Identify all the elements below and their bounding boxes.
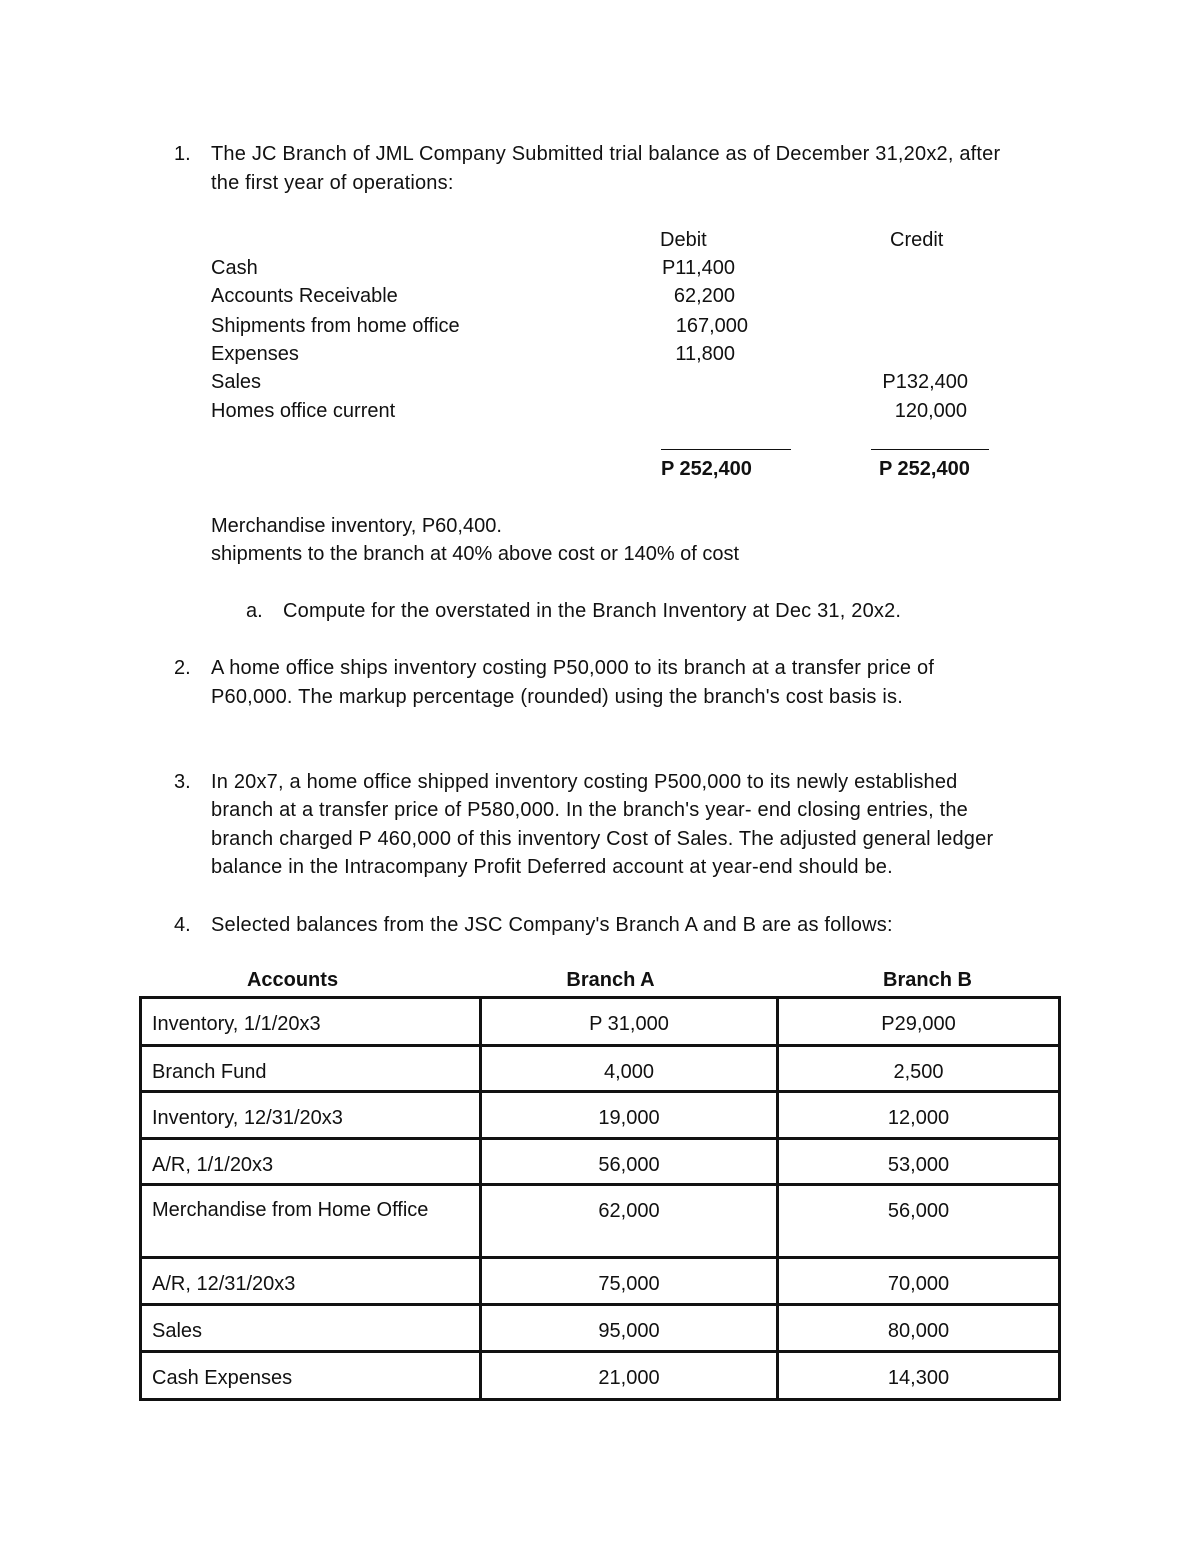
merchandise-inventory-note: Merchandise inventory, P60,400. [211,515,502,537]
cell-branch-b: 70,000 [778,1258,1060,1305]
cell-branch-a: 95,000 [481,1305,778,1352]
tb-credit-home-office-current: 120,000 [894,400,967,422]
cell-account: Branch Fund [141,1046,481,1092]
cell-branch-a: 75,000 [481,1258,778,1305]
tb-account-expenses: Expenses [211,343,299,365]
question-2-text-line-1: A home office ships inventory costing P50,000 to its branch at a transfer price of [211,657,935,679]
table-row [141,1046,1060,1092]
table-row [141,1305,1060,1352]
question-4-number: 4. [174,914,191,936]
tb-total-credit: P 252,400 [879,458,970,480]
question-2-number: 2. [174,657,191,679]
tb-account-home-office-current: Homes office current [211,400,396,422]
table-row [141,1352,1060,1400]
table-header-branch-b: Branch B [883,969,972,991]
sub-question-a-label: a. [246,600,263,622]
table-header-branch-a: Branch A [566,969,655,991]
cell-branch-a: 56,000 [481,1139,778,1185]
cell-account: Sales [141,1305,481,1352]
cell-account: Merchandise from Home Office [141,1185,481,1258]
tb-debit-receivable: 62,200 [673,285,735,307]
cell-account: A/R, 12/31/20x3 [141,1258,481,1305]
sub-question-a-text: Compute for the overstated in the Branch Inventory at Dec 31, 20x2. [283,600,902,622]
tb-credit-sales: P132,400 [882,371,968,393]
cell-branch-b: 80,000 [778,1305,1060,1352]
tb-account-shipments: Shipments from home office [211,315,460,337]
tb-debit-expenses: 11,800 [675,343,735,365]
cell-branch-a: 21,000 [481,1352,778,1400]
question-3-number: 3. [174,771,191,793]
credit-total-rule [871,449,989,450]
question-3-text-line-2: branch at a transfer price of P580,000. In the branch's year- end closing entries, the [211,799,969,821]
table-header-accounts: Accounts [246,969,339,991]
cell-branch-b: 56,000 [778,1185,1060,1258]
question-2-text-line-2: P60,000. The markup percentage (rounded) using the branch's cost basis is. [211,686,903,708]
cell-branch-a: 62,000 [481,1185,778,1258]
branch-balances-table [139,996,1061,1401]
tb-debit-cash: P11,400 [661,257,735,279]
debit-total-rule [661,449,791,450]
tb-total-debit: P 252,400 [661,458,752,480]
cell-account: Cash Expenses [141,1352,481,1400]
question-1-text-line-1: The JC Branch of JML Company Submitted trial balance as of December 31,20x2, after [211,143,1001,165]
cell-branch-b: 12,000 [778,1092,1060,1139]
tb-account-receivable: Accounts Receivable [211,285,398,307]
question-1-text-line-2: the first year of operations: [211,172,454,194]
tb-account-cash: Cash [211,257,258,279]
question-3-text-line-1: In 20x7, a home office shipped inventory costing P500,000 to its newly established [211,771,958,793]
cell-branch-a: 4,000 [481,1046,778,1092]
table-row [141,998,1060,1046]
cell-branch-a: P 31,000 [481,998,778,1046]
debit-column-header: Debit [660,229,707,251]
table-row [141,1139,1060,1185]
question-1-number: 1. [174,143,191,165]
cell-branch-b: 14,300 [778,1352,1060,1400]
cell-branch-b: P29,000 [778,998,1060,1046]
cell-account: A/R, 1/1/20x3 [141,1139,481,1185]
cell-account: Inventory, 1/1/20x3 [141,998,481,1046]
table-row [141,1092,1060,1139]
cell-account: Inventory, 12/31/20x3 [141,1092,481,1139]
question-3-text-line-3: branch charged P 460,000 of this inventory Cost of Sales. The adjusted general ledger [211,828,994,850]
table-row [141,1258,1060,1305]
question-3-text-line-4: balance in the Intracompany Profit Deferred account at year-end should be. [211,856,893,878]
cell-branch-b: 2,500 [778,1046,1060,1092]
table-row [141,1185,1060,1258]
cell-branch-a: 19,000 [481,1092,778,1139]
question-4-text-line-1: Selected balances from the JSC Company's Branch A and B are as follows: [211,914,893,936]
tb-account-sales: Sales [211,371,262,393]
credit-column-header: Credit [890,229,944,251]
tb-debit-shipments: 167,000 [675,315,748,337]
shipments-markup-note: shipments to the branch at 40% above cost or 140% of cost [211,543,740,565]
cell-branch-b: 53,000 [778,1139,1060,1185]
